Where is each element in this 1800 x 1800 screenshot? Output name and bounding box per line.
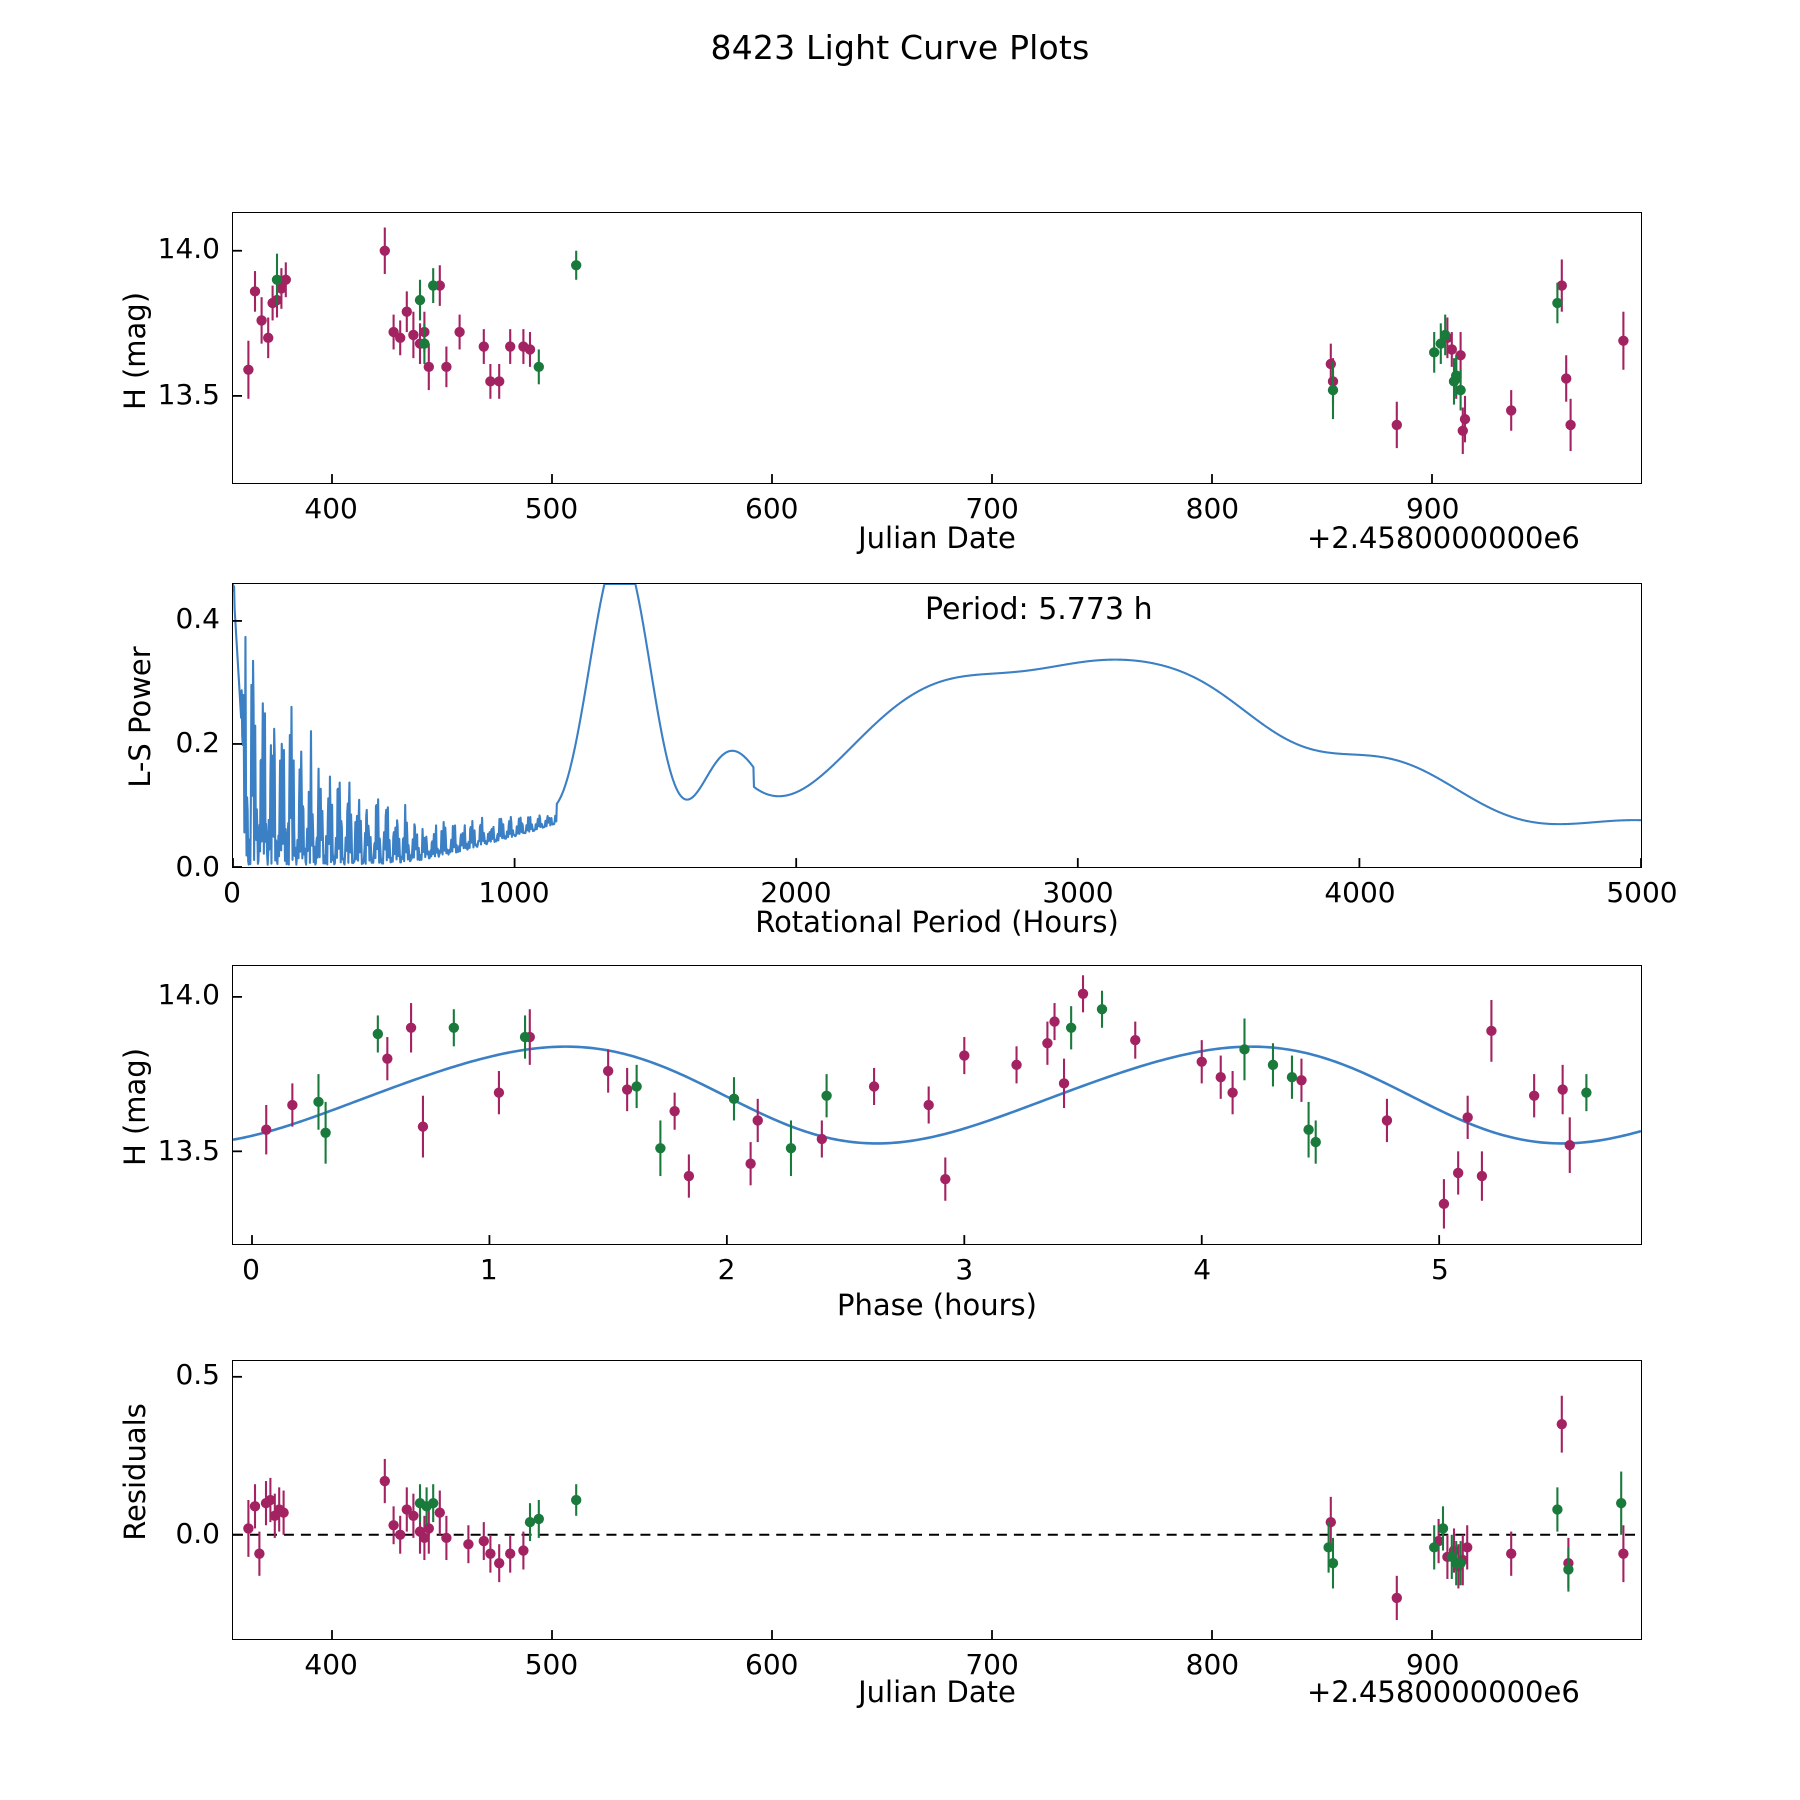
- panel1-ylabel: H (mag): [118, 291, 152, 411]
- x-tick-label: 4000: [1324, 876, 1396, 909]
- panel4-x-offset: +2.4580000000e6: [1307, 1675, 1580, 1709]
- x-tick-label: 700: [965, 1648, 1019, 1681]
- x-tick-label: 3: [955, 1253, 974, 1286]
- panel1-x-offset: +2.4580000000e6: [1307, 521, 1580, 555]
- x-tick-label: 0: [242, 1253, 260, 1286]
- x-tick-label: 600: [745, 1648, 799, 1681]
- x-tick-label: 4: [1193, 1253, 1212, 1286]
- x-tick-label: 400: [304, 1648, 358, 1681]
- x-tick-label: 3000: [1042, 876, 1114, 909]
- x-tick-label: 5: [1430, 1253, 1449, 1286]
- x-tick-label: 0: [223, 876, 241, 909]
- series-magenta: [243, 228, 1628, 454]
- panel4-xlabel: Julian Date: [858, 1675, 1016, 1709]
- page-title: 8423 Light Curve Plots: [710, 28, 1090, 67]
- series-magenta: [261, 975, 1575, 1228]
- y-tick-label: 13.5: [157, 1133, 220, 1167]
- panel3-xlabel: Phase (hours): [837, 1288, 1037, 1322]
- x-tick-label: 500: [524, 1648, 579, 1681]
- series-magenta: [243, 1396, 1628, 1620]
- x-tick-label: 500: [524, 492, 579, 525]
- x-tick-label: 5000: [1606, 876, 1678, 909]
- series-green: [415, 1472, 1627, 1592]
- x-tick-label: 800: [1185, 1648, 1240, 1681]
- chart-residuals: [232, 1360, 1642, 1640]
- x-tick-label: 800: [1185, 492, 1240, 525]
- panel1-xlabel: Julian Date: [858, 521, 1016, 555]
- y-tick-label: 14.0: [157, 978, 220, 1012]
- panel2-ylabel: L-S Power: [123, 646, 157, 788]
- y-tick-label: 0.0: [175, 1517, 220, 1550]
- period-annotation: Period: 5.773 h: [925, 592, 1153, 627]
- y-tick-label: 14.0: [157, 232, 220, 266]
- x-tick-label: 1: [479, 1253, 498, 1286]
- x-tick-label: 900: [1405, 1648, 1460, 1681]
- chart-lightcurve-raw: [232, 212, 1642, 484]
- x-tick-label: 700: [965, 492, 1019, 525]
- panel2-xlabel: Rotational Period (Hours): [755, 905, 1119, 939]
- panel3-ylabel: H (mag): [118, 1047, 152, 1167]
- x-tick-label: 2000: [760, 876, 832, 909]
- y-tick-label: 0.2: [175, 726, 220, 760]
- y-tick-label: 13.5: [157, 378, 220, 412]
- x-tick-label: 2: [717, 1253, 736, 1286]
- series-green: [272, 251, 1563, 419]
- y-tick-label: 0.4: [175, 602, 220, 636]
- series-green: [313, 991, 1591, 1176]
- x-tick-label: 900: [1405, 492, 1460, 525]
- x-tick-label: 400: [304, 492, 358, 525]
- chart-phased-lightcurve: [232, 965, 1642, 1245]
- x-tick-label: 600: [745, 492, 799, 525]
- x-tick-label: 1000: [478, 876, 550, 909]
- y-tick-label: 0.5: [175, 1357, 220, 1391]
- y-tick-label: 0.0: [175, 850, 220, 883]
- panel4-ylabel: Residuals: [118, 1403, 152, 1541]
